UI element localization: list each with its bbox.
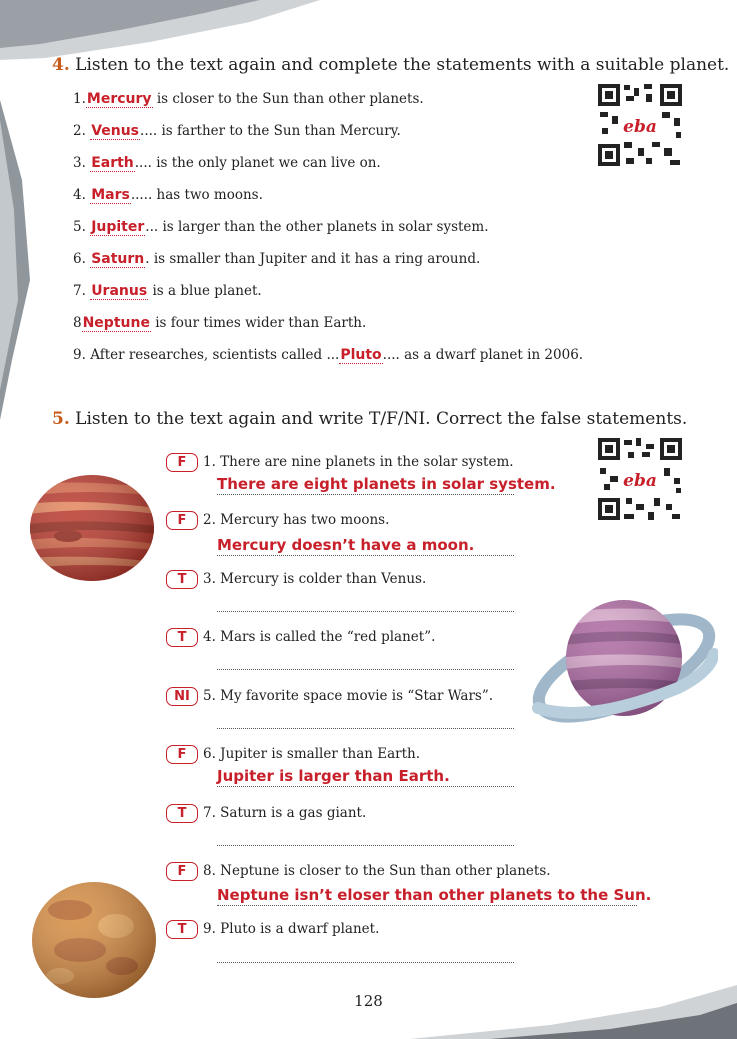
section-4-item-2: 2. Venus.... is farther to the Sun than Mercury. — [73, 123, 401, 139]
answer-6: Saturn — [91, 251, 145, 267]
answer-9: Pluto — [340, 347, 382, 363]
section-4-item-6: 6. Saturn. is smaller than Jupiter and it has a ring around. — [73, 251, 481, 267]
correction-line-6[interactable]: Jupiter is larger than Earth. — [217, 766, 514, 787]
section-4-item-3: 3. Earth.... is the only planet we can live on. — [73, 155, 381, 171]
answer-7: Uranus — [91, 283, 148, 299]
statement-9: 9. Pluto is a dwarf planet. — [203, 921, 380, 937]
correction-line-5[interactable] — [217, 708, 514, 729]
section-4-item-5: 5. Jupiter... is larger than the other planets in solar system. — [73, 219, 489, 235]
statement-8: 8. Neptune is closer to the Sun than other planets. — [203, 863, 551, 879]
section-5-title: Listen to the text again and write T/F/NI. Correct the false statements. — [75, 409, 688, 429]
answer-box-1[interactable]: F — [166, 453, 198, 472]
page-number: 128 — [354, 992, 383, 1010]
answer-box-4[interactable]: T — [166, 628, 198, 647]
statement-5: 5. My favorite space movie is “Star Wars”. — [203, 688, 494, 704]
statement-6: 6. Jupiter is smaller than Earth. — [203, 746, 421, 762]
section-5-heading — [52, 409, 687, 429]
section-4-item-8: 8Neptune is four times wider than Earth. — [73, 315, 367, 331]
saturn-illustration — [528, 596, 718, 726]
answer-box-9[interactable]: T — [166, 920, 198, 939]
answer-box-2[interactable]: F — [166, 511, 198, 530]
top-left-corner-decoration — [0, 0, 320, 60]
correction-line-9[interactable] — [217, 942, 514, 963]
mars-illustration — [30, 880, 158, 1000]
answer-1: Mercury — [86, 91, 152, 107]
correction-line-4[interactable] — [217, 649, 514, 670]
answer-4: Mars — [91, 187, 130, 203]
statement-7: 7. Saturn is a gas giant. — [203, 805, 367, 821]
section-4-title: Listen to the text again and complete the statements with a suitable planet. — [75, 55, 730, 75]
answer-5: Jupiter — [91, 219, 145, 235]
statement-3: 3. Mercury is colder than Venus. — [203, 571, 427, 587]
section-4-item-1: 1.Mercury is closer to the Sun than other planets. — [73, 91, 424, 107]
answer-box-6[interactable]: F — [166, 745, 198, 764]
section-4-item-7: 7. Uranus is a blue planet. — [73, 283, 262, 299]
section-5-number: 5. — [52, 409, 70, 429]
qr-code-icon[interactable] — [596, 82, 684, 168]
correction-line-7[interactable] — [217, 825, 514, 846]
statement-1: 1. There are nine planets in the solar system. — [203, 454, 514, 470]
answer-box-7[interactable]: T — [166, 804, 198, 823]
section-4-number: 4. — [52, 55, 70, 75]
correction-line-8[interactable]: Neptune isn’t eloser than other planets to the Sun. — [217, 886, 652, 904]
qr-logo-text: eba — [623, 471, 657, 491]
correction-line-1[interactable]: There are eight planets in solar system. — [217, 475, 556, 493]
correction-line-2[interactable]: Mercury doesn’t have a moon. — [217, 535, 514, 556]
answer-box-8[interactable]: F — [166, 862, 198, 881]
answer-8: Neptune — [82, 315, 150, 331]
answer-box-5[interactable]: NI — [166, 687, 198, 706]
qr-code-icon[interactable] — [596, 436, 684, 522]
jupiter-illustration — [28, 474, 156, 582]
statement-2: 2. Mercury has two moons. — [203, 512, 390, 528]
section-4-heading — [52, 55, 729, 75]
correction-line-3[interactable] — [217, 591, 514, 612]
left-edge-decoration — [0, 60, 40, 440]
section-4-item-4: 4. Mars..... has two moons. — [73, 187, 263, 203]
qr-logo-text: eba — [623, 117, 657, 137]
statement-4: 4. Mars is called the “red planet”. — [203, 629, 436, 645]
section-4-item-9: 9. After researches, scientists called ...Pluto.... as a dwarf planet in 2006. — [73, 347, 584, 363]
answer-box-3[interactable]: T — [166, 570, 198, 589]
answer-3: Earth — [91, 155, 134, 171]
answer-2: Venus — [91, 123, 140, 139]
